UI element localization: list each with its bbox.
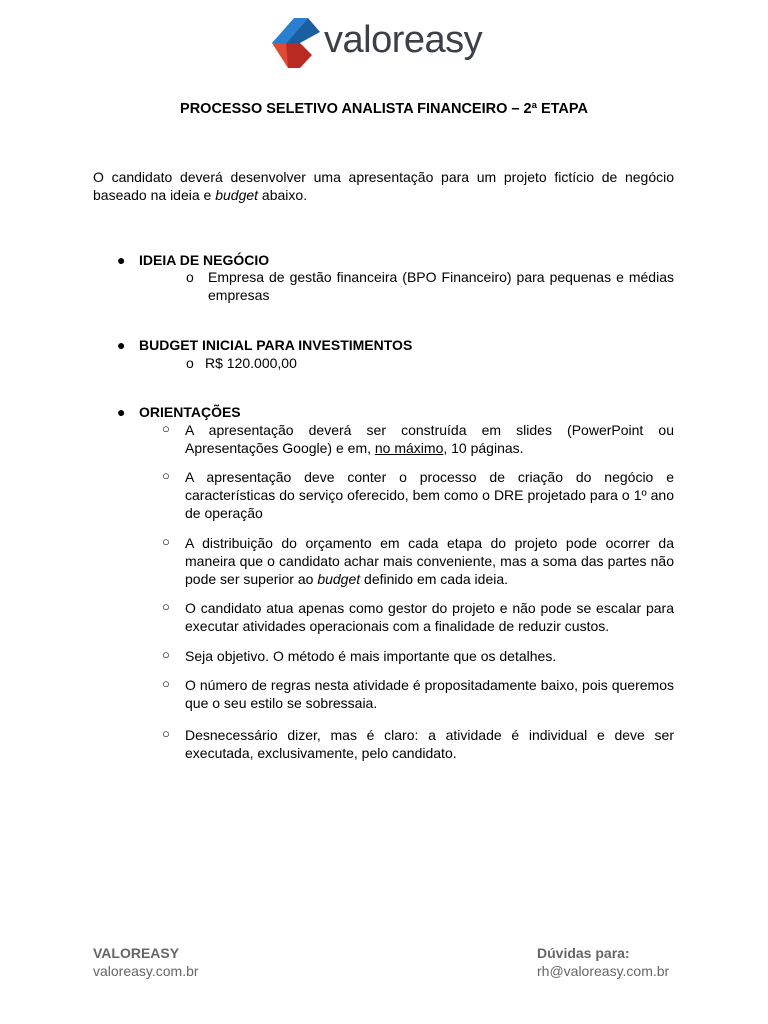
section-orientacoes-heading: ● ORIENTAÇÕES [117, 404, 241, 420]
list-item: ○ O candidato atua apenas como gestor do projeto e não pode se escalar para executar atividades operacionais com a finalidade de reduzir custos. [162, 599, 674, 634]
footer-contact [537, 944, 669, 980]
bullet-marker: ● [117, 404, 126, 420]
list-item: ○ A apresentação deverá ser construída em slides (PowerPoint ou Apresentações Google) e em, no máximo, 10 páginas. [162, 421, 674, 456]
intro-paragraph: O candidato deverá desenvolver uma apresentação para um projeto fictício de negócio baseado na ideia e budget abaixo. [93, 169, 674, 203]
list-item: ○ O número de regras nesta atividade é propositadamente baixo, pois queremos que o seu estilo se sobressaia. [162, 676, 674, 711]
footer-company-name: VALOREASY [93, 945, 180, 961]
logo-mark-icon [266, 15, 322, 71]
bullet-marker: ● [117, 252, 126, 268]
bullet-marker: ● [117, 337, 126, 353]
list-item: ○ A distribuição do orçamento em cada etapa do projeto pode ocorrer da maneira que o candidato achar mais conveniente, mas a soma das partes não pode ser superior ao budget definido em cada ideia. [162, 534, 674, 587]
document-title: PROCESSO SELETIVO ANALISTA FINANCEIRO – 2ª ETAPA [180, 101, 588, 117]
logo-wordmark: valoreasy [324, 19, 483, 61]
footer-email-link[interactable]: rh@valoreasy.com.br [537, 963, 670, 979]
list-item: ○ Desnecessário dizer, mas é claro: a atividade é individual e deve ser executada, exclusivamente, pelo candidato. [162, 726, 674, 761]
footer-site-link[interactable]: valoreasy.com.br [93, 963, 199, 979]
list-item: ○ A apresentação deve conter o processo de criação do negócio e características do serviço oferecido, bem como o DRE projetado para o 1º ano de operação [162, 468, 674, 521]
footer-contact-label: Dúvidas para: [537, 945, 630, 961]
section-ideia-heading: ● IDEIA DE NEGÓCIO [117, 252, 270, 268]
section-budget-heading: ● BUDGET INICIAL PARA INVESTIMENTOS [117, 337, 413, 353]
footer-company [93, 944, 199, 980]
valoreasy-logo [266, 15, 506, 71]
list-item: ○ Seja objetivo. O método é mais importante que os detalhes. [162, 647, 557, 664]
